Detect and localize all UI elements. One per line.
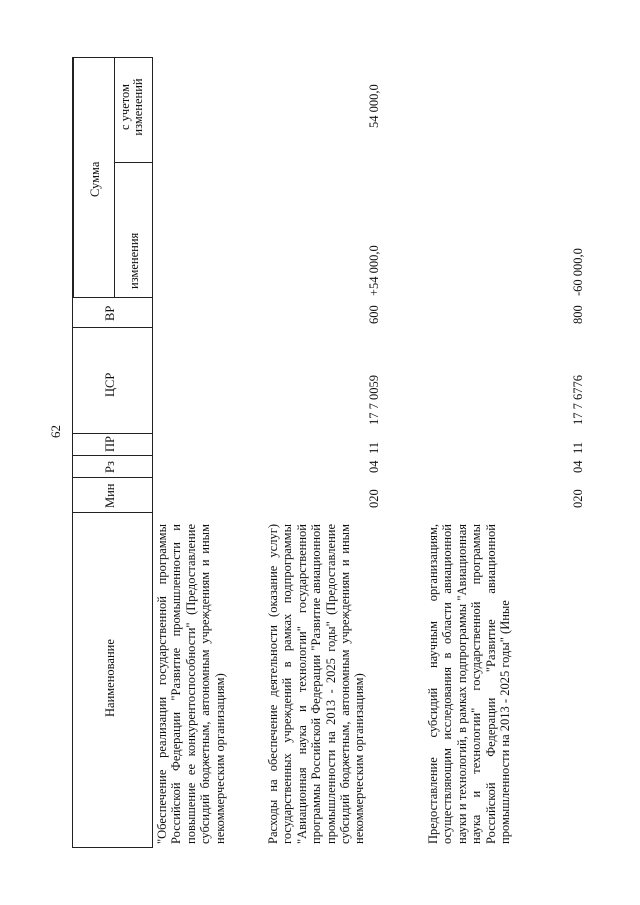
table-header [72,57,153,848]
header-sum [73,57,115,297]
row-rz: 04 [367,460,381,473]
row-csr: 17 7 0059 [367,375,381,425]
header-pr [73,433,153,455]
header-pr-label: ПР [103,436,117,452]
row-min: 020 [367,489,381,508]
header-csr-label: ЦСР [103,372,117,397]
header-total-label: с учетом изменений [118,78,145,136]
row-name: "Обеспечение реализации государственной программы Российской Федерации "Развитие промышленности и повышение ее конкурентоспособности" (Предоставление субсидий бюджетным, автономным учреждениям и иным некоммерческим организациям) [155,524,227,844]
row-pr: 11 [367,441,381,454]
header-name-label: Наименование [103,639,117,717]
header-name [73,512,153,847]
row-vr: 800 [571,305,585,324]
row-csr: 17 7 6776 [571,375,585,425]
header-vr-label: ВР [103,305,117,321]
header-rz [73,455,153,477]
row-min: 020 [571,489,585,508]
header-min-label: Мин [103,483,117,508]
header-change-label: изменения [127,232,141,289]
row-total: 54 000,0 [367,84,381,128]
header-total [115,57,153,162]
header-change [115,162,153,297]
row-pr: 11 [571,441,585,454]
header-min [73,477,153,512]
row-rz: 04 [571,460,585,473]
row-change: +54 000,0 [367,245,381,296]
row-change: -60 000,0 [571,248,585,296]
page-number: 62 [48,425,63,438]
row-name: Предоставление субсидий научным организациям, осуществляющим исследования в области авиационной науки и технологий, в рамках подпрограммы "Авиационная наука и технологии" государственной программы Российской Федерации "Развитие авиационной промышленности на 2013 - 2025 годы" (Иные [426,524,513,844]
header-rz-label: Рз [103,461,117,473]
header-csr [73,327,153,433]
header-sum-label: Сумма [88,161,102,197]
row-vr: 600 [367,305,381,324]
header-vr [73,297,153,327]
row-name: Расходы на обеспечение деятельности (оказание услуг) государственных учреждений в рамках подпрограммы "Авиационная наука и технологии" государственной программы Российской Федерации "Развитие авиационной промышленности на 2013 - 2025 годы" (Предоставление субсидий бюджетным, автономным учреждениям и иным некоммерческим организациям) [266,524,367,844]
budget-table [72,58,592,848]
